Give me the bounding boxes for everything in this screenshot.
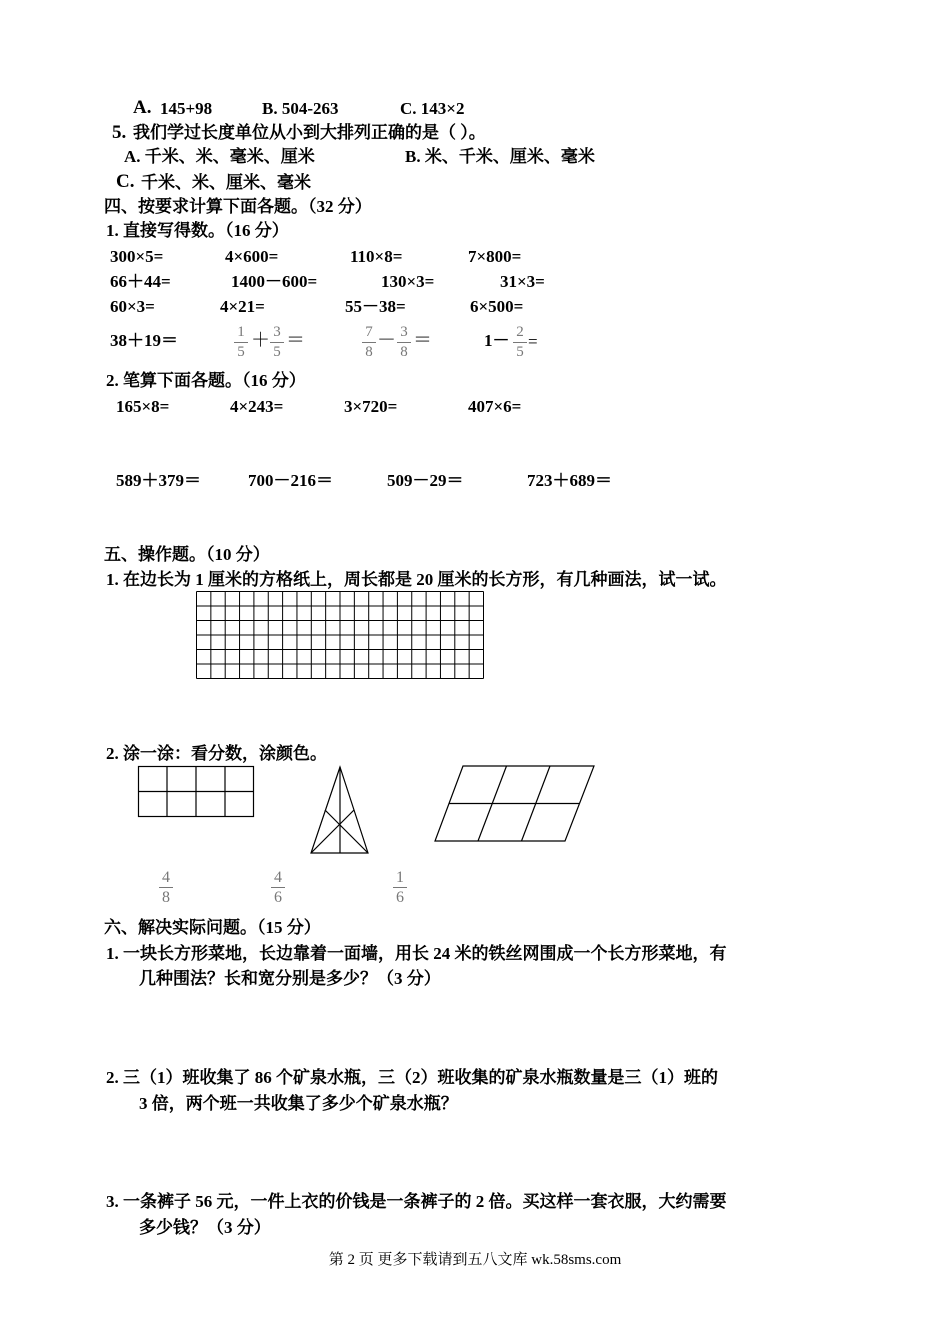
calc-item: 4×21= [220,297,265,316]
option-b: B. 504-263 [262,99,339,118]
problem-1-line2: 几种围法？长和宽分别是多少？（3 分） [139,969,441,988]
q5-option-c: 千米、米、厘米、毫米 [141,173,311,192]
calc-item: 723＋689＝ [527,471,612,490]
section4-heading: 四、按要求计算下面各题。（32 分） [104,197,372,216]
q5-option-c-letter: C. [116,171,135,192]
calc-item: 130×3= [381,272,435,291]
calc-item: 3×720= [344,397,398,416]
page-footer: 第 2 页 更多下载请到五八文库 wk.58sms.com [328,1252,622,1268]
minus-sign: － [377,330,397,351]
calc-item: 1400－600= [231,272,318,291]
section5-heading: 五、操作题。（10 分） [104,545,270,564]
equals-sign: ＝ [413,330,433,351]
rectangle-8-parts[interactable] [138,766,254,818]
equals-sign: ＝ [286,330,306,351]
fraction-3-8: 3 8 [396,325,412,360]
calc-item: 38＋19＝ [110,331,178,350]
fraction-3-5: 3 5 [269,325,285,360]
calc-item: 509－29＝ [387,471,464,490]
fraction-4-8: 4 8 [158,870,174,906]
fraction-7-8: 7 8 [361,325,377,360]
fraction-1-5: 1 5 [233,325,249,360]
q5-option-a: A. 千米、米、毫米、厘米 [124,147,315,166]
calc-item: 300×5= [110,247,164,266]
calc-item: 4×600= [225,247,279,266]
fraction-2-5: 2 5 [512,325,528,360]
calc-item: 6×500= [470,297,524,316]
q5-text: 我们学过长度单位从小到大排列正确的是（ ）。 [133,123,486,142]
problem-2-line1: 2. 三（1）班收集了 86 个矿泉水瓶，三（2）班收集的矿泉水瓶数量是三（1）班的 [106,1068,718,1087]
section5-q1: 1. 在边长为 1 厘米的方格纸上，周长都是 20 厘米的长方形，有几种画法，试一试。 [106,570,727,589]
q5-option-b: B. 米、千米、厘米、毫米 [405,147,595,166]
calc-item: 55－38= [345,297,406,316]
equals-sign: = [528,332,538,351]
calc-item: 407×6= [468,397,522,416]
section4-sub2: 2. 笔算下面各题。（16 分） [106,371,306,390]
plus-sign: ＋ [251,330,271,351]
q5-number: 5. [112,122,127,143]
parallelogram-6-parts[interactable] [434,765,596,843]
triangle-6-parts[interactable] [310,766,370,856]
calc-item: 589＋379＝ [116,471,201,490]
section4-sub1: 1. 直接写得数。（16 分） [106,221,289,240]
fraction-4-6: 4 6 [270,870,286,906]
option-c: C. 143×2 [400,99,465,118]
section5-q2: 2. 涂一涂：看分数，涂颜色。 [106,744,327,763]
section6-heading: 六、解决实际问题。（15 分） [104,918,321,937]
calc-item: 66＋44= [110,272,171,291]
problem-3-line1: 3. 一条裤子 56 元，一件上衣的价钱是一条裤子的 2 倍。买这样一套衣服，大约需要 [106,1192,727,1211]
square-grid-paper[interactable] [196,591,484,679]
calc-item: 7×800= [468,247,522,266]
option-a-letter: A. [133,97,152,118]
fraction-1-6: 1 6 [392,870,408,906]
option-a: 145+98 [160,99,213,118]
calc-item: 60×3= [110,297,155,316]
problem-2-line2: 3 倍，两个班一共收集了多少个矿泉水瓶？ [139,1094,458,1113]
calc-item: 31×3= [500,272,545,291]
calc-item: 700－216＝ [248,471,333,490]
calc-item: 165×8= [116,397,170,416]
problem-3-line2: 多少钱？（3 分） [139,1218,271,1237]
calc-item: 4×243= [230,397,284,416]
one-minus: 1－ [484,331,510,350]
problem-1-line1: 1. 一块长方形菜地，长边靠着一面墙，用长 24 米的铁丝网围成一个长方形菜地，有 [106,944,727,963]
calc-item: 110×8= [350,247,403,266]
